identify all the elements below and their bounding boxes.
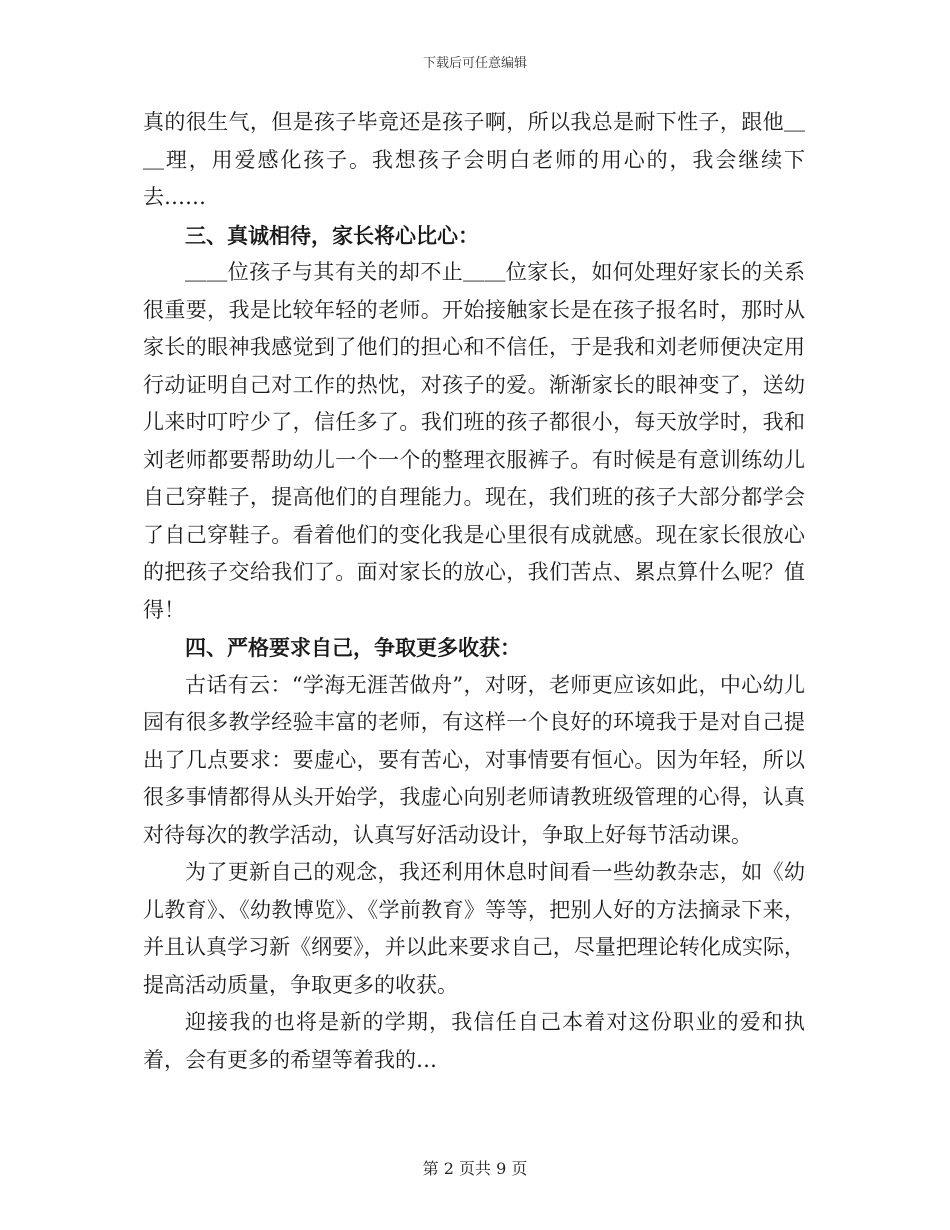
page-header: 下载后可任意编辑	[422, 56, 527, 71]
paragraph-parents: ＿＿位孩子与其有关的却不止＿＿位家长，如何处理好家长的关系很重要，我是比较年轻的老师。开始接触家长是在孩子报名时，那时从家长的眼神我感觉到了他们的担心和不信任，于是我和刘老师便决定用行动证明自己对工作的热忱，对孩子的爱。渐渐家长的眼神变了，送幼儿来时叮咛少了，信任多了。我们班的孩子都很小，每天放学时，我和刘老师都要帮助幼儿一个一个的整理衣服裤子。有时候是有意训练幼儿自己穿鞋子，提高他们的自理能力。现在，我们班的孩子大部分都学会了自己穿鞋子。看着他们的变化我是心里很有成就感。现在家长很放心的把孩子交给我们了。面对家长的放心，我们苦点、累点算什么呢？值得！	[143, 260, 805, 622]
document-body	[143, 104, 805, 1079]
paragraph-closing: 迎接我的也将是新的学期，我信任自己本着对这份职业的爱和执着，会有更多的希望等着我的…	[143, 1010, 805, 1072]
paragraph-study: 为了更新自己的观念，我还利用休息时间看一些幼教杂志，如《幼儿教育》、《幼教博览》、《学前教育》等等，把别人好的方法摘录下来，并且认真学习新《纲要》，并以此来要求自己，尽量把理论转化成实际，提高活动质量，争取更多的收获。	[143, 860, 805, 997]
section-heading-3: 三、真诚相待，家长将心比心：	[185, 222, 479, 248]
paragraph-continuation: 真的很生气，但是孩子毕竟还是孩子啊，所以我总是耐下性子，跟他＿＿理，用爱感化孩子。我想孩子会明白老师的用心的，我会继续下去……	[143, 110, 805, 209]
paragraph-self-requirements: 古话有云：“学海无涯苦做舟”，对呀，老师更应该如此，中心幼儿园有很多教学经验丰富的老师，有这样一个良好的环境我于是对自己提出了几点要求：要虚心，要有苦心，对事情要有恒心。因为年轻，所以很多事情都得从头开始学，我虚心向别老师请教班级管理的心得，认真对待每次的教学活动，认真写好活动设计，争取上好每节活动课。	[143, 672, 805, 847]
page-number: 第 2 页共 9 页	[422, 1159, 528, 1178]
section-heading-4: 四、严格要求自己，争取更多收获：	[185, 635, 521, 660]
